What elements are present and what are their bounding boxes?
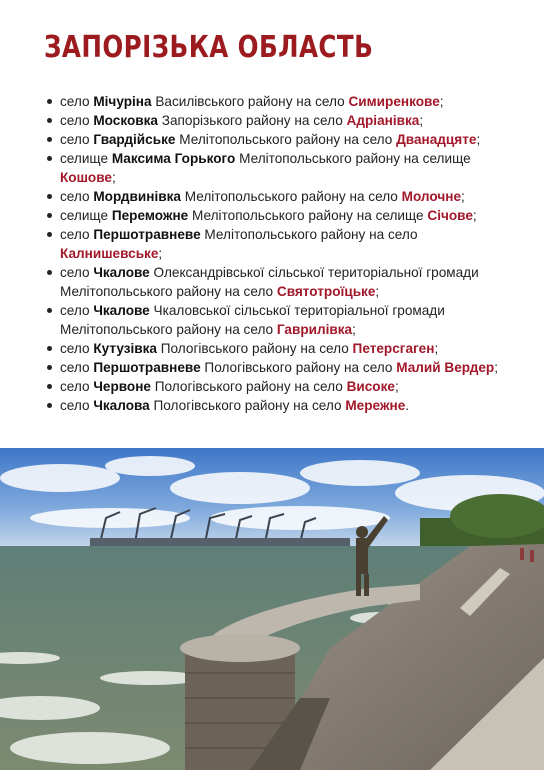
new-name: Адріанівка <box>346 113 420 128</box>
page-title: ЗАПОРІЗЬКА ОБЛАСТЬ <box>44 30 374 65</box>
new-name: Святотроїцьке <box>276 284 376 299</box>
list-item: село Мордвинівка Мелітопольського району на село Молочне; <box>44 187 522 206</box>
new-name: Петерсгаген <box>352 341 435 356</box>
seafront-photo <box>0 448 544 770</box>
old-name: Гвардійське <box>93 132 176 147</box>
new-name: Молочне <box>401 189 462 204</box>
list-item: село Мічуріна Василівського району на село Симиренкове; <box>44 92 522 111</box>
old-name: Мічуріна <box>93 94 152 109</box>
list-item: село Чкалове Олександрівської сільської територіальної громади Мелітопольського району на село Святотроїцьке; <box>44 263 522 301</box>
old-name: Чкалова <box>93 398 150 413</box>
list-item: село Першотравневе Пологівського району на село Малий Вердер; <box>44 358 522 377</box>
old-name: Чкалове <box>93 303 150 318</box>
new-name: Високе <box>346 379 395 394</box>
old-name: Червоне <box>93 379 151 394</box>
new-name: Дванадцяте <box>396 132 477 147</box>
new-name: Січове <box>427 208 473 223</box>
old-name: Московка <box>93 113 158 128</box>
list-item: село Чкалова Пологівського району на село Мережне. <box>44 396 522 415</box>
list-item: село Кутузівка Пологівського району на село Петерсгаген; <box>44 339 522 358</box>
new-name: Кошове <box>60 170 112 185</box>
new-name: Мережне <box>345 398 406 413</box>
list-item: село Червоне Пологівського району на село Високе; <box>44 377 522 396</box>
list-item: селище Максима Горького Мелітопольського району на селище Кошове; <box>44 149 522 187</box>
old-name: Першотравневе <box>93 360 201 375</box>
list-item: селище Переможне Мелітопольського району на селище Січове; <box>44 206 522 225</box>
new-name: Гаврилівка <box>276 322 353 337</box>
list-item: село Першотравневе Мелітопольського району на село Калнишевське; <box>44 225 522 263</box>
rename-list <box>44 92 522 415</box>
new-name: Симиренкове <box>348 94 440 109</box>
list-item: село Гвардійське Мелітопольського району на село Дванадцяте; <box>44 130 522 149</box>
old-name: Кутузівка <box>93 341 157 356</box>
old-name: Максима Горького <box>111 151 236 166</box>
old-name: Мордвинівка <box>93 189 181 204</box>
old-name: Переможне <box>111 208 189 223</box>
new-name: Калнишевське <box>60 246 159 261</box>
list-item: село Чкалове Чкаловської сільської територіальної громади Мелітопольського району на село Гаврилівка; <box>44 301 522 339</box>
new-name: Малий Вердер <box>396 360 495 375</box>
old-name: Першотравневе <box>93 227 201 242</box>
list-item: село Московка Запорізького району на село Адріанівка; <box>44 111 522 130</box>
old-name: Чкалове <box>93 265 150 280</box>
